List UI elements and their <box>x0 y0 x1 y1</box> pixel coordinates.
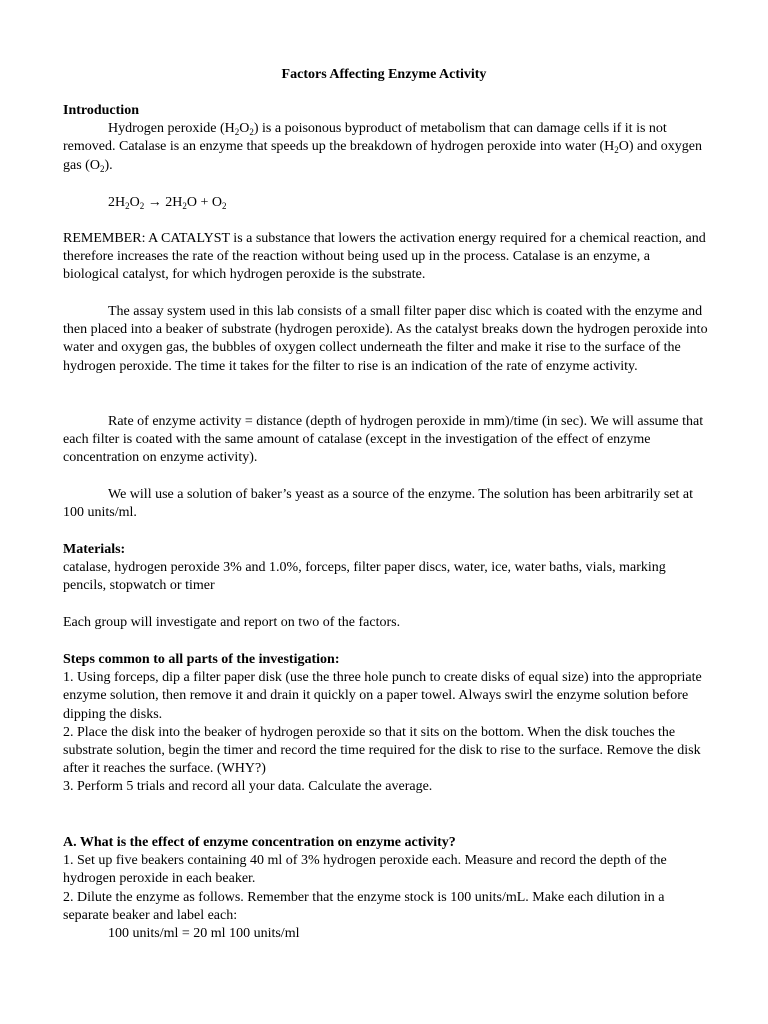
section-a-heading: A. What is the effect of enzyme concentration on enzyme activity? <box>63 835 456 850</box>
common-step-2: 2. Place the disk into the beaker of hydrogen peroxide so that it sits on the bottom. When the disk touches the substrate solution, begin the timer and record the time required for the disk to rise to the surface. Remove the disk after it reaches the surface. (WHY?) <box>63 724 701 777</box>
common-step-1: 1. Using forceps, dip a filter paper disk (use the three hole punch to create disks of equal size) into the appropriate enzyme solution, then remove it and drain it quickly on a paper towel. Always swirl the enzyme solution before dipping the disks. <box>63 670 702 722</box>
section-a-step-1: 1. Set up five beakers containing 40 ml of 3% hydrogen peroxide each. Measure and record the depth of the hydrogen peroxide in each beaker. <box>63 853 667 887</box>
rate-paragraph: Rate of enzyme activity = distance (depth of hydrogen peroxide in mm)/time (in sec). We will assume that each filter is coated with the same amount of catalase (except in the investigation of the effect of enzyme concentration on enzyme activity). <box>63 414 704 466</box>
assay-paragraph: The assay system used in this lab consists of a small filter paper disc which is coated with the enzyme and then placed into a beaker of substrate (hydrogen peroxide). As the catalyst breaks down the hydrogen peroxide into water and oxygen gas, the bubbles of oxygen collect underneath the filter and make it rise to the surface of the hydrogen peroxide. The time it takes for the filter to rise is an indication of the rate of enzyme activity. <box>63 304 708 374</box>
remember-paragraph: REMEMBER: A CATALYST is a substance that lowers the activation energy required for a chemical reaction, and therefore increases the rate of the reaction without being used up in the process. Catalase is an enzyme, a biological catalyst, for which hydrogen peroxide is the substrate. <box>63 231 706 283</box>
group-note: Each group will investigate and report on two of the factors. <box>63 615 401 630</box>
common-steps-heading: Steps common to all parts of the investigation: <box>63 652 340 667</box>
yeast-paragraph: We will use a solution of baker’s yeast as a source of the enzyme. The solution has been arbitrarily set at 100 units/ml. <box>63 487 694 521</box>
common-step-3: 3. Perform 5 trials and record all your data. Calculate the average. <box>63 779 433 795</box>
document-title: Factors Affecting Enzyme Activity <box>281 67 487 82</box>
common-steps-section <box>63 651 708 797</box>
introduction-section <box>63 102 708 175</box>
materials-heading: Materials: <box>63 542 126 557</box>
introduction-paragraph: Hydrogen peroxide $(H_2O_2)$ is a poisonous byproduct of metabolism that can damage cells if it is not removed. Catalase is an enzyme that speeds up the breakdown of hydrogen peroxide into water $(H_2O)$ and oxygen gas $(O_2)$. <box>63 121 702 174</box>
materials-list: catalase, hydrogen peroxide 3% and 1.0%, forceps, filter paper discs, water, ice, water baths, vials, marking pencils, stopwatch or timer <box>63 560 666 594</box>
reaction-equation: $2H_2O_2 \to 2H_2O + O_2$ <box>108 195 227 211</box>
section-a <box>63 834 708 943</box>
section-a-step-2: 2. Dilute the enzyme as follows. Remember that the enzyme stock is 100 units/mL. Make each dilution in a separate beaker and label each: <box>63 889 665 923</box>
section-a-dilution-1: 100 units/ml = 20 ml 100 units/ml <box>108 926 300 942</box>
introduction-heading: Introduction <box>63 103 139 118</box>
materials-section <box>63 541 708 596</box>
